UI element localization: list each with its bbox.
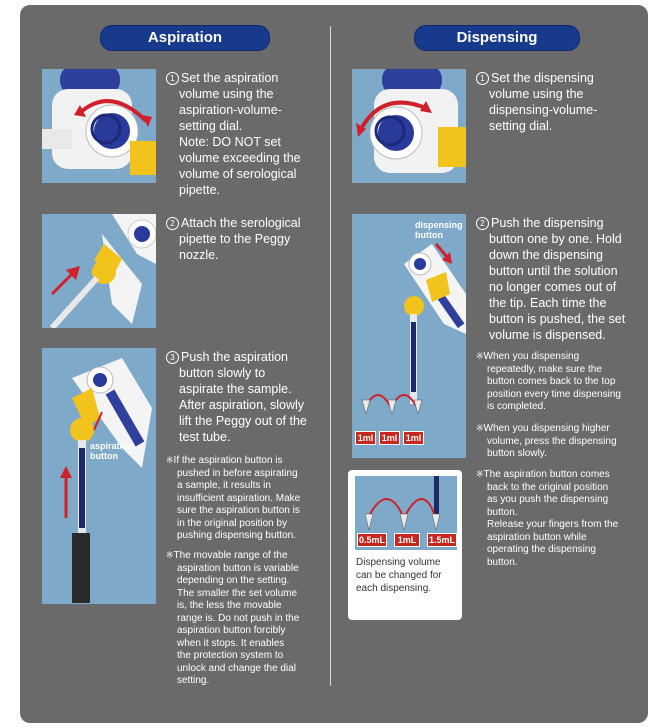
step-number-badge: 1 [476, 72, 489, 85]
aspiration-step3-text: 3 Push the aspiration button slowly to aspirate the sample. After aspiration, slowly lift the Peggy out of the test tube. [166, 349, 316, 445]
volume-tag: 1ml [379, 431, 400, 445]
volume-tag: 1.5mL [428, 535, 455, 545]
column-divider [330, 26, 331, 686]
dispensing-dial-image [352, 69, 466, 183]
aspiration-note-1: ※If the aspiration button is pushed in before aspirating a sample, it results in insufficient aspiration. Make sure the aspiration button is in the original position by pushing dispensing button. [166, 455, 301, 541]
aspiration-step2-text: 2 Attach the serological pipette to the Peggy nozzle. [166, 215, 316, 263]
aspiration-step1-text: 1 Set the aspiration volume using the aspiration-volume- setting dial. Note: DO NOT set volume exceeding the volume of serological pipette. [166, 70, 316, 198]
dispensing-heading: Dispensing [414, 25, 580, 51]
volume-tag: 1mL [394, 533, 420, 547]
aspiration-note-2: ※The movable range of the aspiration button is variable depending on the setting. The smaller the set volume is, the less the movable range is. Do not push in the aspiration button forcibly when it stops. It enables the protection system to unlock and change the dial setting. [166, 550, 300, 686]
step-number-badge: 1 [166, 72, 179, 85]
dispense-image [352, 214, 466, 458]
volume-tag: 1ml [355, 431, 376, 445]
aspiration-dial-image [42, 69, 156, 183]
volume-tag: 1ml [403, 431, 424, 445]
dispensing-step2-text: 2 Push the dispensing button one by one. Hold down the dispensing button until the solution no longer comes out of the tip. Each time the button is pushed, the set volume is dispensed. [476, 215, 626, 343]
dispensing-button-label: dispensing button [415, 220, 463, 240]
aspiration-button-label: aspiration button [90, 441, 134, 461]
aspiration-heading: Aspiration [100, 25, 270, 51]
dispensing-note-1: ※When you dispensing repeatedly, make sure the button comes back to the top position every time dispensing is completed. [476, 351, 621, 412]
aspirate-sample-image [42, 348, 156, 604]
volume-tag: 0.5mL [358, 535, 385, 545]
dispensing-note-3: ※The aspiration button comes back to the original position as you push the dispensing button. Release your fingers from the aspiration button while operating the dispensing button. [476, 469, 619, 568]
dispensing-step1-text: 1 Set the dispensing volume using the dispensing-volume- setting dial. [476, 70, 626, 134]
dispensing-note-2: ※When you dispensing higher volume, press the dispensing button slowly. [476, 423, 617, 459]
step-number-badge: 2 [476, 217, 489, 230]
attach-pipette-image [42, 214, 156, 328]
step-number-badge: 3 [166, 351, 179, 364]
step-number-badge: 2 [166, 217, 179, 230]
variable-volume-caption: Dispensing volume can be changed for each dispensing. [356, 557, 442, 594]
